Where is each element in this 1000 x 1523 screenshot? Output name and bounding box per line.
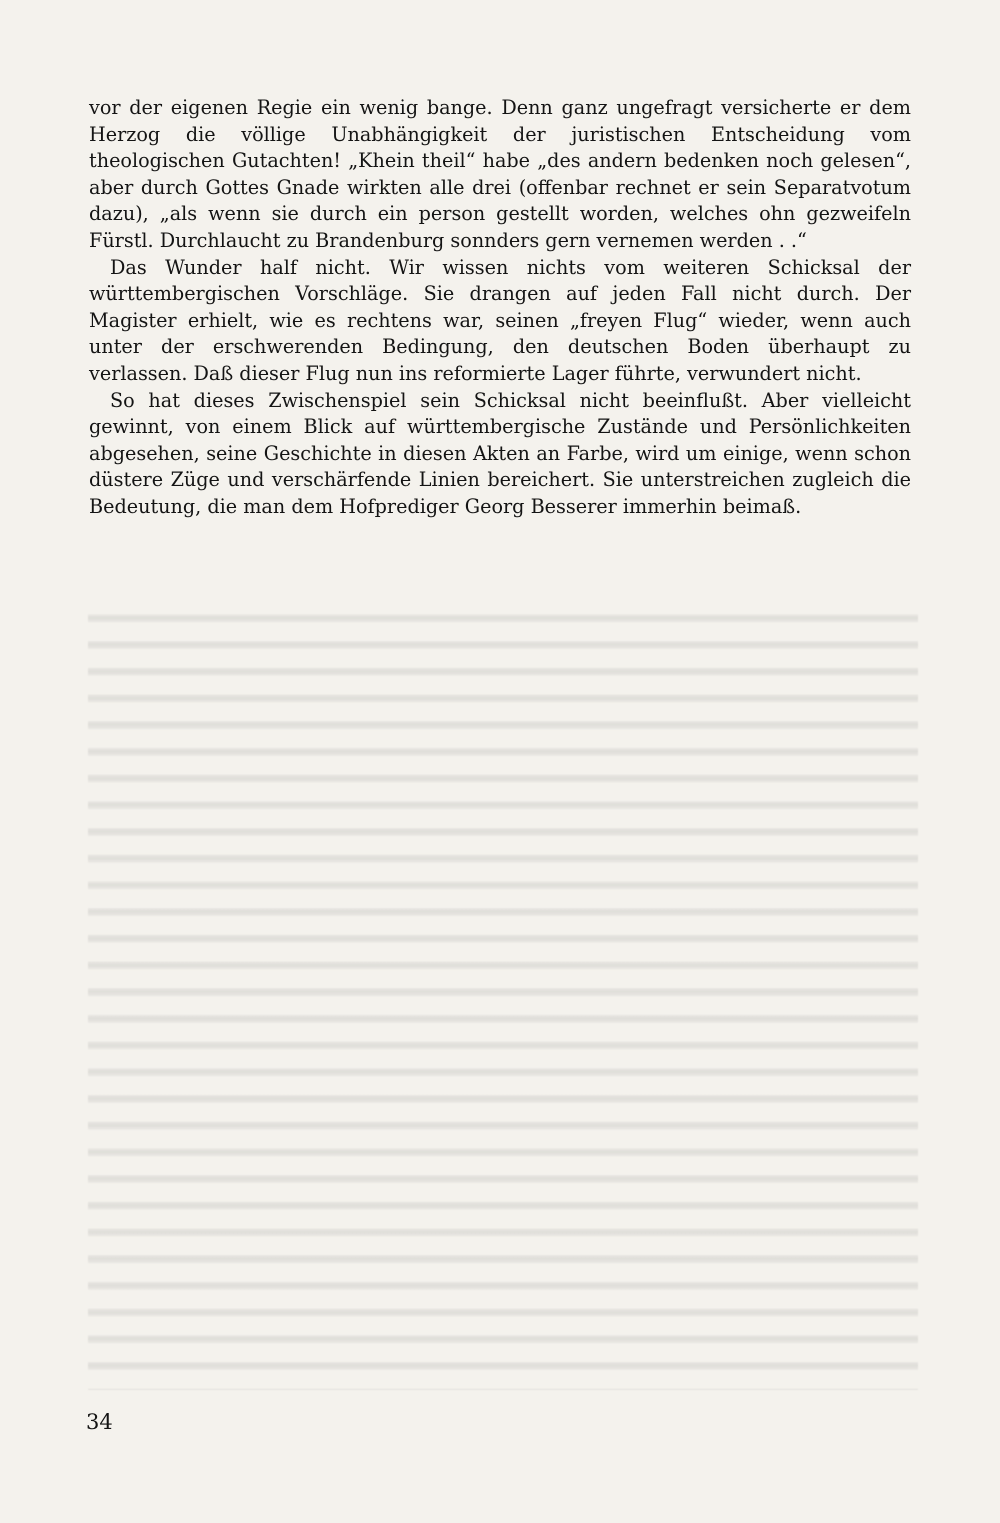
paragraph-2: Das Wunder half nicht. Wir wissen nichts vom weiteren Schicksal der württembergischen Vorschläge. Sie drangen auf jeden Fall nicht durch. Der Magister erhielt, wie es rechtens war, seinen „freyen Flug“ wieder, wenn auch unter der erschwerenden Bedingung, den deutschen Boden überhaupt zu verlassen. Daß dieser Flug nun ins reformierte Lager führte, verwundert nicht. bbox=[89, 255, 911, 385]
paragraph-3: So hat dieses Zwischenspiel sein Schicksal nicht beeinflußt. Aber vielleicht gewinnt, von einem Blick auf württembergische Zustände und Persönlichkeiten abgesehen, seine Geschichte in diesen Akten an Farbe, wird um einige, wenn schon düstere Züge und verschärfende Linien bereichert. Sie unterstreichen zugleich die Bedeutung, die man dem Hofprediger Georg Besserer immerhin beimaß. bbox=[89, 388, 911, 518]
show-through-text bbox=[88, 600, 918, 1390]
body-text bbox=[89, 95, 911, 521]
paragraph-1: vor der eigenen Regie ein wenig bange. Denn ganz ungefragt versicherte er dem Herzog die völlige Unabhängigkeit der juristischen Entscheidung vom theologischen Gutachten! „Khein theil“ habe „des andern bedenken noch gelesen“, aber durch Gottes Gnade wirkten alle drei (offenbar rechnet er sein Separatvotum dazu), „als wenn sie durch ein person gestellt worden, welches ohn gezweifeln Fürstl. Durchlaucht zu Brandenburg sonnders gern vernemen werden . .“ bbox=[89, 96, 911, 252]
page-number: 34 bbox=[86, 1410, 113, 1434]
